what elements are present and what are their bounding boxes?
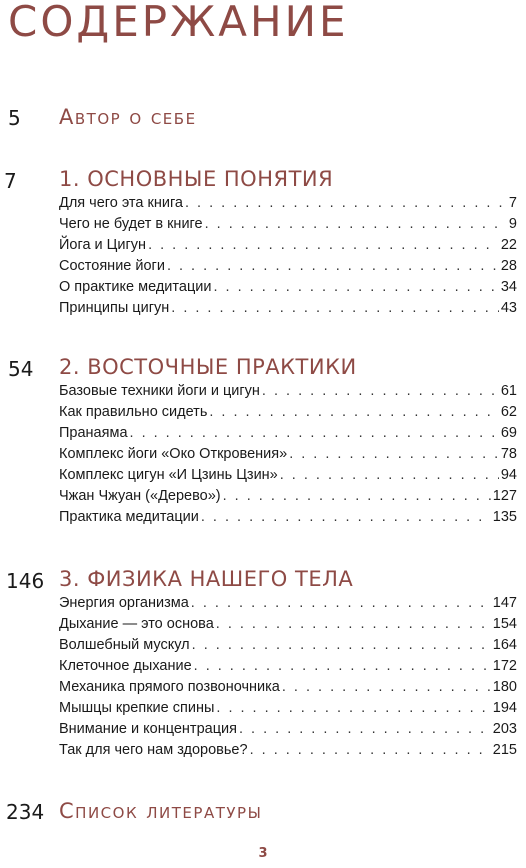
section-page-number: 54	[8, 357, 34, 381]
toc-entry-page: 172	[492, 658, 517, 674]
toc-entry[interactable]	[59, 677, 517, 698]
leader-dots	[167, 256, 499, 277]
toc-entry-label: Принципы цигун	[59, 300, 170, 316]
leader-dots	[171, 298, 499, 319]
section-page-number: 7	[4, 169, 17, 193]
toc-entry-page: 28	[500, 258, 517, 274]
toc-entry-label: Клеточное дыхание	[59, 658, 192, 674]
toc-entry-page: 94	[500, 467, 517, 483]
leader-dots	[192, 635, 491, 656]
toc-entry-page: 43	[500, 300, 517, 316]
toc-entry-label: Комплекс йоги «Око Откровения»	[59, 446, 288, 462]
toc-entry-label: О практике медитации	[59, 279, 212, 295]
toc-entry-page: 135	[492, 509, 517, 525]
toc-entry[interactable]	[59, 402, 517, 423]
toc-entry-page: 69	[500, 425, 517, 441]
toc-entry-page: 180	[492, 679, 517, 695]
section-title-author[interactable]: Автор о себе	[59, 105, 197, 129]
toc-entry[interactable]	[59, 235, 517, 256]
toc-entry-label: Чего не будет в книге	[59, 216, 203, 232]
toc-entry[interactable]	[59, 381, 517, 402]
leader-dots	[205, 214, 507, 235]
toc-entry[interactable]	[59, 656, 517, 677]
toc-entry[interactable]	[59, 593, 517, 614]
leader-dots	[280, 465, 499, 486]
leader-dots	[130, 423, 499, 444]
section-page-number: 5	[8, 106, 21, 130]
toc-entry[interactable]	[59, 635, 517, 656]
toc-entry-page: 9	[508, 216, 517, 232]
toc-entry-label: Базовые техники йоги и цигун	[59, 383, 260, 399]
toc-entry[interactable]	[59, 465, 517, 486]
section-title-basics[interactable]: 1. ОСНОВНЫЕ ПОНЯТИЯ	[59, 167, 334, 191]
toc-entry[interactable]	[59, 444, 517, 465]
leader-dots	[213, 277, 498, 298]
leader-dots	[262, 381, 499, 402]
section-title-eastern[interactable]: 2. ВОСТОЧНЫЕ ПРАКТИКИ	[59, 355, 357, 379]
toc-entry[interactable]	[59, 698, 517, 719]
toc-entry-page: 62	[500, 404, 517, 420]
leader-dots	[209, 402, 498, 423]
toc-entry-page: 34	[500, 279, 517, 295]
toc-entry[interactable]	[59, 256, 517, 277]
toc-entry-label: Энергия организма	[59, 595, 189, 611]
toc-entry[interactable]	[59, 740, 517, 761]
toc-entry-page: 147	[492, 595, 517, 611]
leader-dots	[223, 486, 491, 507]
leader-dots	[201, 507, 491, 528]
section-entries-physics	[59, 593, 517, 761]
section-page-number: 146	[6, 569, 45, 593]
toc-entry[interactable]	[59, 719, 517, 740]
toc-entry-label: Мышцы крепкие спины	[59, 700, 215, 716]
toc-entry-label: Состояние йоги	[59, 258, 165, 274]
section-entries-basics	[59, 193, 517, 319]
toc-entry-label: Комплекс цигун «И Цзинь Цзин»	[59, 467, 278, 483]
toc-entry[interactable]	[59, 486, 517, 507]
toc-entry-label: Дыхание — это основа	[59, 616, 214, 632]
toc-entry-page: 7	[508, 195, 517, 211]
toc-entry[interactable]	[59, 193, 517, 214]
toc-entry[interactable]	[59, 214, 517, 235]
toc-entry-page: 22	[500, 237, 517, 253]
leader-dots	[148, 235, 499, 256]
leader-dots	[282, 677, 491, 698]
toc-entry-label: Как правильно сидеть	[59, 404, 208, 420]
toc-entry-label: Для чего эта книга	[59, 195, 183, 211]
toc-entry[interactable]	[59, 614, 517, 635]
toc-entry[interactable]	[59, 277, 517, 298]
toc-entry-page: 78	[500, 446, 517, 462]
toc-entry-page: 215	[492, 742, 517, 758]
leader-dots	[289, 444, 499, 465]
footer-page-number: 3	[258, 846, 268, 861]
toc-entry-page: 61	[500, 383, 517, 399]
toc-entry-label: Так для чего нам здоровье?	[59, 742, 248, 758]
toc-entry-label: Механика прямого позвоночника	[59, 679, 280, 695]
toc-entry-label: Внимание и концентрация	[59, 721, 237, 737]
leader-dots	[185, 193, 507, 214]
leader-dots	[194, 656, 491, 677]
toc-entry-label: Волшебный мускул	[59, 637, 190, 653]
leader-dots	[250, 740, 491, 761]
toc-entry-page: 194	[492, 700, 517, 716]
section-entries-eastern	[59, 381, 517, 528]
toc-entry-label: Практика медитации	[59, 509, 199, 525]
page-title: СОДЕРЖАНИЕ	[8, 0, 349, 46]
leader-dots	[191, 593, 491, 614]
toc-entry-page: 203	[492, 721, 517, 737]
leader-dots	[239, 719, 491, 740]
leader-dots	[216, 614, 491, 635]
toc-entry-label: Пранаяма	[59, 425, 128, 441]
leader-dots	[216, 698, 490, 719]
section-title-physics[interactable]: 3. ФИЗИКА НАШЕГО ТЕЛА	[59, 567, 354, 591]
section-page-number: 234	[6, 800, 45, 824]
toc-entry[interactable]	[59, 298, 517, 319]
toc-entry-label: Чжан Чжуан («Дерево»)	[59, 488, 221, 504]
toc-entry-label: Йога и Цигун	[59, 237, 147, 253]
section-title-bibliography[interactable]: Список литературы	[59, 799, 263, 823]
toc-entry[interactable]	[59, 507, 517, 528]
toc-entry-page: 154	[492, 616, 517, 632]
toc-entry-page: 164	[492, 637, 517, 653]
toc-entry-page: 127	[492, 488, 517, 504]
toc-entry[interactable]	[59, 423, 517, 444]
